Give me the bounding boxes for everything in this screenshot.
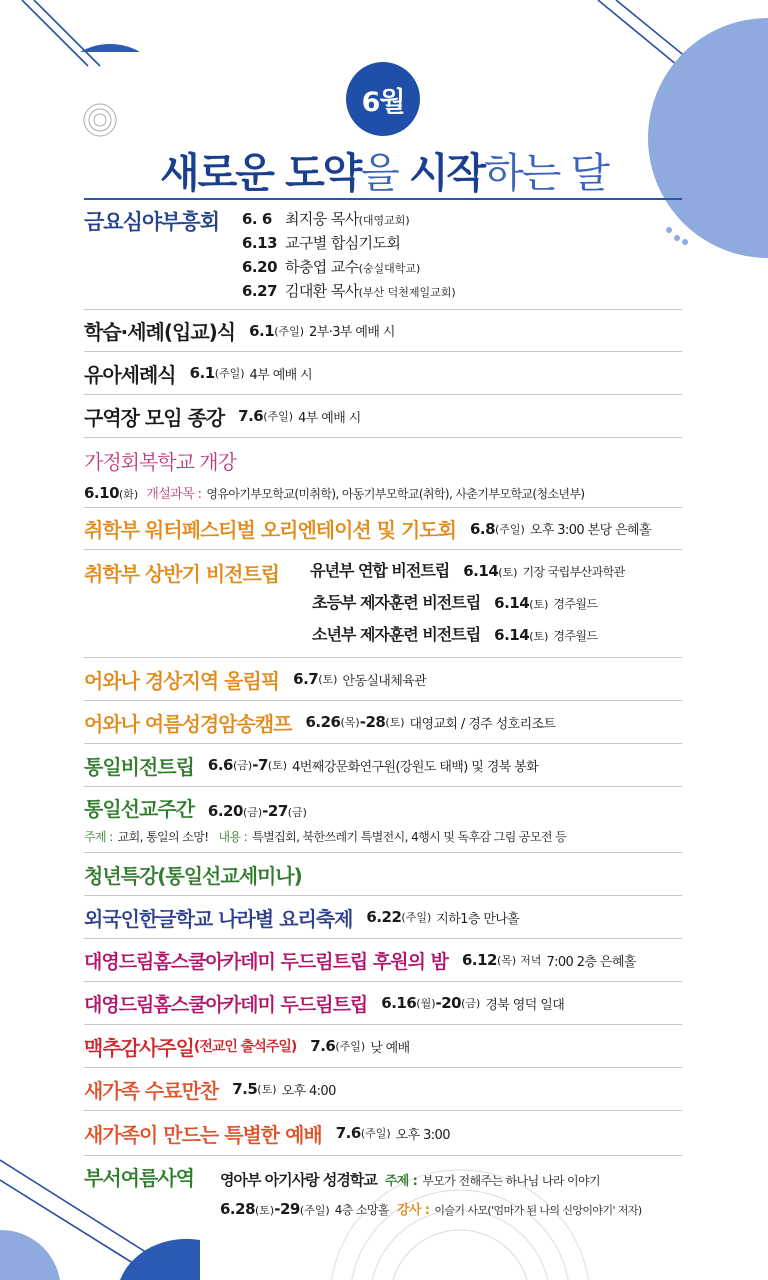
event-date: 6.16	[381, 994, 417, 1012]
mission-week-block	[84, 793, 566, 845]
event-thanksgiving	[84, 1025, 682, 1068]
schedule-item	[242, 256, 456, 280]
event-date: 6.22	[366, 908, 402, 926]
event-date: 7.6	[310, 1037, 336, 1055]
date-dash: -	[252, 756, 258, 774]
item-name: 최지웅 목사	[285, 210, 359, 228]
event-date: 7.6	[335, 1124, 361, 1142]
event-day: (주일)	[274, 324, 305, 338]
theme-text: 부모가 전해주는 하나님 나라 이야기	[422, 1174, 601, 1188]
page-title	[0, 140, 768, 199]
event-youth-lecture	[84, 853, 682, 896]
trip-name: 초등부 제자훈련 비전트립	[312, 593, 481, 612]
event-subtitle: (전교인 출석주일)	[193, 1039, 297, 1055]
item-name: 교구별 합심기도회	[285, 234, 401, 252]
event-detail: 4부 예배 시	[249, 367, 313, 383]
event-detail: 4부 예배 시	[298, 410, 361, 426]
date-dash: -	[274, 1200, 280, 1218]
summer-line-2	[220, 1199, 682, 1218]
content-label: 내용 :	[218, 830, 248, 844]
event-awana-olympic	[84, 658, 682, 701]
event-place: 4층 소망홀	[334, 1203, 389, 1217]
event-day: (월)	[416, 997, 436, 1010]
event-day: (주일)	[401, 911, 432, 924]
event-detail: 오후 3:00 본당 은혜홀	[529, 523, 651, 538]
event-date-end: 28	[365, 713, 386, 731]
event-day: (주일)	[495, 522, 525, 536]
event-title: 외국인한글학교 나라별 요리축제	[84, 906, 353, 931]
item-note: (대영교회)	[358, 214, 410, 227]
month-badge: 6월	[346, 62, 420, 136]
event-date: 6.10	[84, 484, 120, 502]
event-day: (금)	[242, 806, 263, 819]
content-text: 특별집회, 북한쓰레기 특별전시, 4행시 및 독후감 그림 공모전 등	[252, 830, 567, 844]
event-title: 취학부 워터페스티벌 오리엔테이션 및 기도회	[84, 518, 456, 542]
event-detail: 4번째강문화연구원(강원도 태백) 및 경북 봉화	[292, 759, 539, 775]
event-title: 청년특강(통일선교세미나)	[84, 863, 302, 888]
event-detail: 7:00 2층 은혜홀	[546, 954, 636, 970]
event-day: (목)	[496, 954, 517, 967]
event-title: 유아세례식	[84, 362, 176, 387]
event-day: (토)	[318, 673, 338, 686]
event-title: 새가족 수료만찬	[84, 1078, 219, 1103]
event-day-end: (금)	[287, 806, 307, 819]
event-date: 7.5	[232, 1080, 258, 1098]
title-part: 시작	[408, 149, 485, 197]
event-date: 7.6	[238, 407, 264, 425]
event-time-label: 저녁	[520, 954, 542, 967]
event-dream-trip	[84, 982, 682, 1025]
event-baptism	[84, 310, 682, 352]
event-day: (목)	[340, 716, 360, 729]
event-date: 6.28	[220, 1200, 256, 1218]
event-date: 6.1	[249, 321, 275, 340]
event-family-school	[84, 438, 682, 508]
event-title: 새가족이 만드는 특별한 예배	[84, 1122, 322, 1147]
event-mission-week	[84, 787, 682, 853]
item-note: (부산 덕천제일교회)	[358, 286, 456, 299]
item-name: 하충엽 교수	[285, 258, 359, 276]
event-date: 6.12	[461, 951, 497, 969]
item-name: 김대환 목사	[285, 282, 359, 300]
date-dash: -	[435, 994, 442, 1012]
trip-day: (토)	[498, 566, 518, 579]
date-dash: -	[359, 713, 366, 731]
speaker-text: 이슬기 사모('엄마가 된 나의 신앙이야기' 저자)	[434, 1204, 642, 1217]
event-detail: 오후 4:00	[281, 1083, 336, 1099]
event-day: (주일)	[335, 1040, 366, 1053]
item-date: 6.20	[242, 258, 278, 276]
schedule-item	[242, 280, 456, 304]
family-block	[84, 446, 585, 502]
event-vision-trip	[84, 550, 682, 658]
event-day-end: (금)	[461, 997, 481, 1010]
event-newfamily-worship	[84, 1111, 682, 1156]
event-date: 6.8	[469, 519, 496, 538]
trip-name: 유년부 연합 비전트립	[310, 561, 450, 580]
subjects-label: 개설과목 :	[146, 487, 202, 502]
event-detail: 안동실내체육관	[342, 673, 427, 689]
speaker-label: 강사 :	[396, 1203, 430, 1218]
subjects-list: 영유아기부모학교(미취학), 아동기부모학교(취학), 사춘기부모학교(청소년부)	[206, 487, 585, 501]
event-title: 학습·세례(입교)식	[84, 320, 236, 344]
event-infant-baptism	[84, 352, 682, 395]
event-water-festival	[84, 508, 682, 550]
family-detail-line	[84, 483, 585, 502]
trip-place: 기장 국립부산과학관	[522, 565, 625, 579]
event-detail: 2부·3부 예배 시	[309, 325, 395, 340]
trip-date: 6.14	[494, 594, 530, 612]
event-unification-trip	[84, 744, 682, 787]
event-dream-night	[84, 939, 682, 982]
event-day-end: (토)	[267, 759, 288, 772]
schedule-item	[242, 232, 456, 256]
title-part: 하는 달	[484, 149, 609, 197]
event-title: 어와나 경상지역 올림픽	[84, 668, 280, 693]
theme-text: 교회, 통일의 소망!	[117, 830, 209, 844]
event-day: (주일)	[263, 410, 294, 423]
event-cooking-festival	[84, 896, 682, 939]
event-list	[84, 202, 682, 1218]
trip-day: (토)	[529, 630, 549, 643]
event-date-end: 7	[257, 756, 268, 774]
event-date-end: 27	[267, 802, 288, 820]
event-day: (토)	[257, 1083, 277, 1096]
event-day: (화)	[119, 488, 139, 501]
vision-trip-item	[312, 590, 625, 622]
event-awana-camp	[84, 701, 682, 744]
event-summer-ministry	[84, 1156, 682, 1218]
event-title: 어와나 여름성경암송캠프	[84, 711, 292, 736]
event-title: 취학부 상반기 비전트립	[84, 562, 280, 586]
event-detail: 경북 영덕 일대	[485, 997, 565, 1013]
event-title: 대영드림홈스쿨아카데미 두드림트립	[84, 993, 368, 1016]
event-day: (토)	[255, 1204, 275, 1217]
event-day: (주일)	[360, 1127, 391, 1140]
event-detail: 대영교회 / 경주 성호리조트	[409, 716, 556, 732]
item-date: 6.13	[242, 234, 278, 252]
event-date: 6.6	[207, 756, 233, 774]
trip-place: 경주월드	[553, 597, 598, 611]
schedule-item	[242, 208, 456, 232]
event-newfamily-graduation	[84, 1068, 682, 1111]
trip-date: 6.14	[494, 626, 530, 644]
event-title: 대영드림홈스쿨아카데미 두드림트립 후원의 밤	[84, 950, 448, 973]
event-detail: 낮 예배	[370, 1040, 410, 1056]
vision-trip-item	[310, 558, 625, 590]
event-friday-revival	[84, 202, 682, 310]
event-detail: 지하1층 만나홀	[436, 911, 520, 927]
vision-trip-list	[312, 558, 625, 654]
date-dash: -	[262, 802, 268, 820]
event-day-end: (주일)	[299, 1204, 330, 1217]
event-day: (금)	[233, 759, 253, 772]
friday-schedule	[242, 208, 456, 304]
event-district-leader	[84, 395, 682, 438]
event-day-end: (토)	[385, 716, 405, 729]
event-title: 통일비전트립	[84, 754, 194, 779]
title-part: 을	[360, 149, 409, 197]
theme-label: 주제 :	[84, 830, 113, 844]
event-date-end: 20	[441, 994, 462, 1012]
event-date-end: 29	[279, 1200, 300, 1218]
item-date: 6. 6	[242, 210, 272, 228]
summer-line-1	[84, 1162, 682, 1191]
event-title: 부서여름사역	[84, 1166, 194, 1190]
event-title: 가정회복학교 개강	[84, 450, 236, 474]
item-date: 6.27	[242, 282, 278, 300]
event-title: 통일선교주간	[84, 797, 194, 821]
event-day: (주일)	[214, 367, 245, 380]
item-note: (숭실대학교)	[358, 262, 421, 275]
program-name: 영아부 아기사랑 성경학교	[220, 1171, 377, 1189]
event-title: 구역장 모임 종강	[84, 405, 225, 430]
event-date: 6.26	[305, 713, 341, 731]
event-detail: 오후 3:00	[395, 1127, 450, 1143]
event-date: 6.7	[293, 670, 319, 688]
event-title: 금요심야부흥회	[84, 210, 220, 234]
vision-trip-item	[312, 622, 625, 654]
title-part: 새로운 도약	[159, 149, 361, 197]
header-divider	[84, 198, 682, 200]
trip-day: (토)	[529, 598, 549, 611]
event-title: 맥추감사주일	[84, 1035, 194, 1060]
mission-week-detail	[84, 828, 566, 845]
event-date: 6.20	[207, 802, 243, 820]
event-date: 6.1	[189, 364, 215, 382]
theme-label: 주제 :	[384, 1174, 418, 1189]
mission-week-header	[84, 793, 566, 822]
trip-name: 소년부 제자훈련 비전트립	[312, 625, 481, 644]
trip-place: 경주월드	[553, 629, 598, 643]
trip-date: 6.14	[463, 562, 499, 580]
